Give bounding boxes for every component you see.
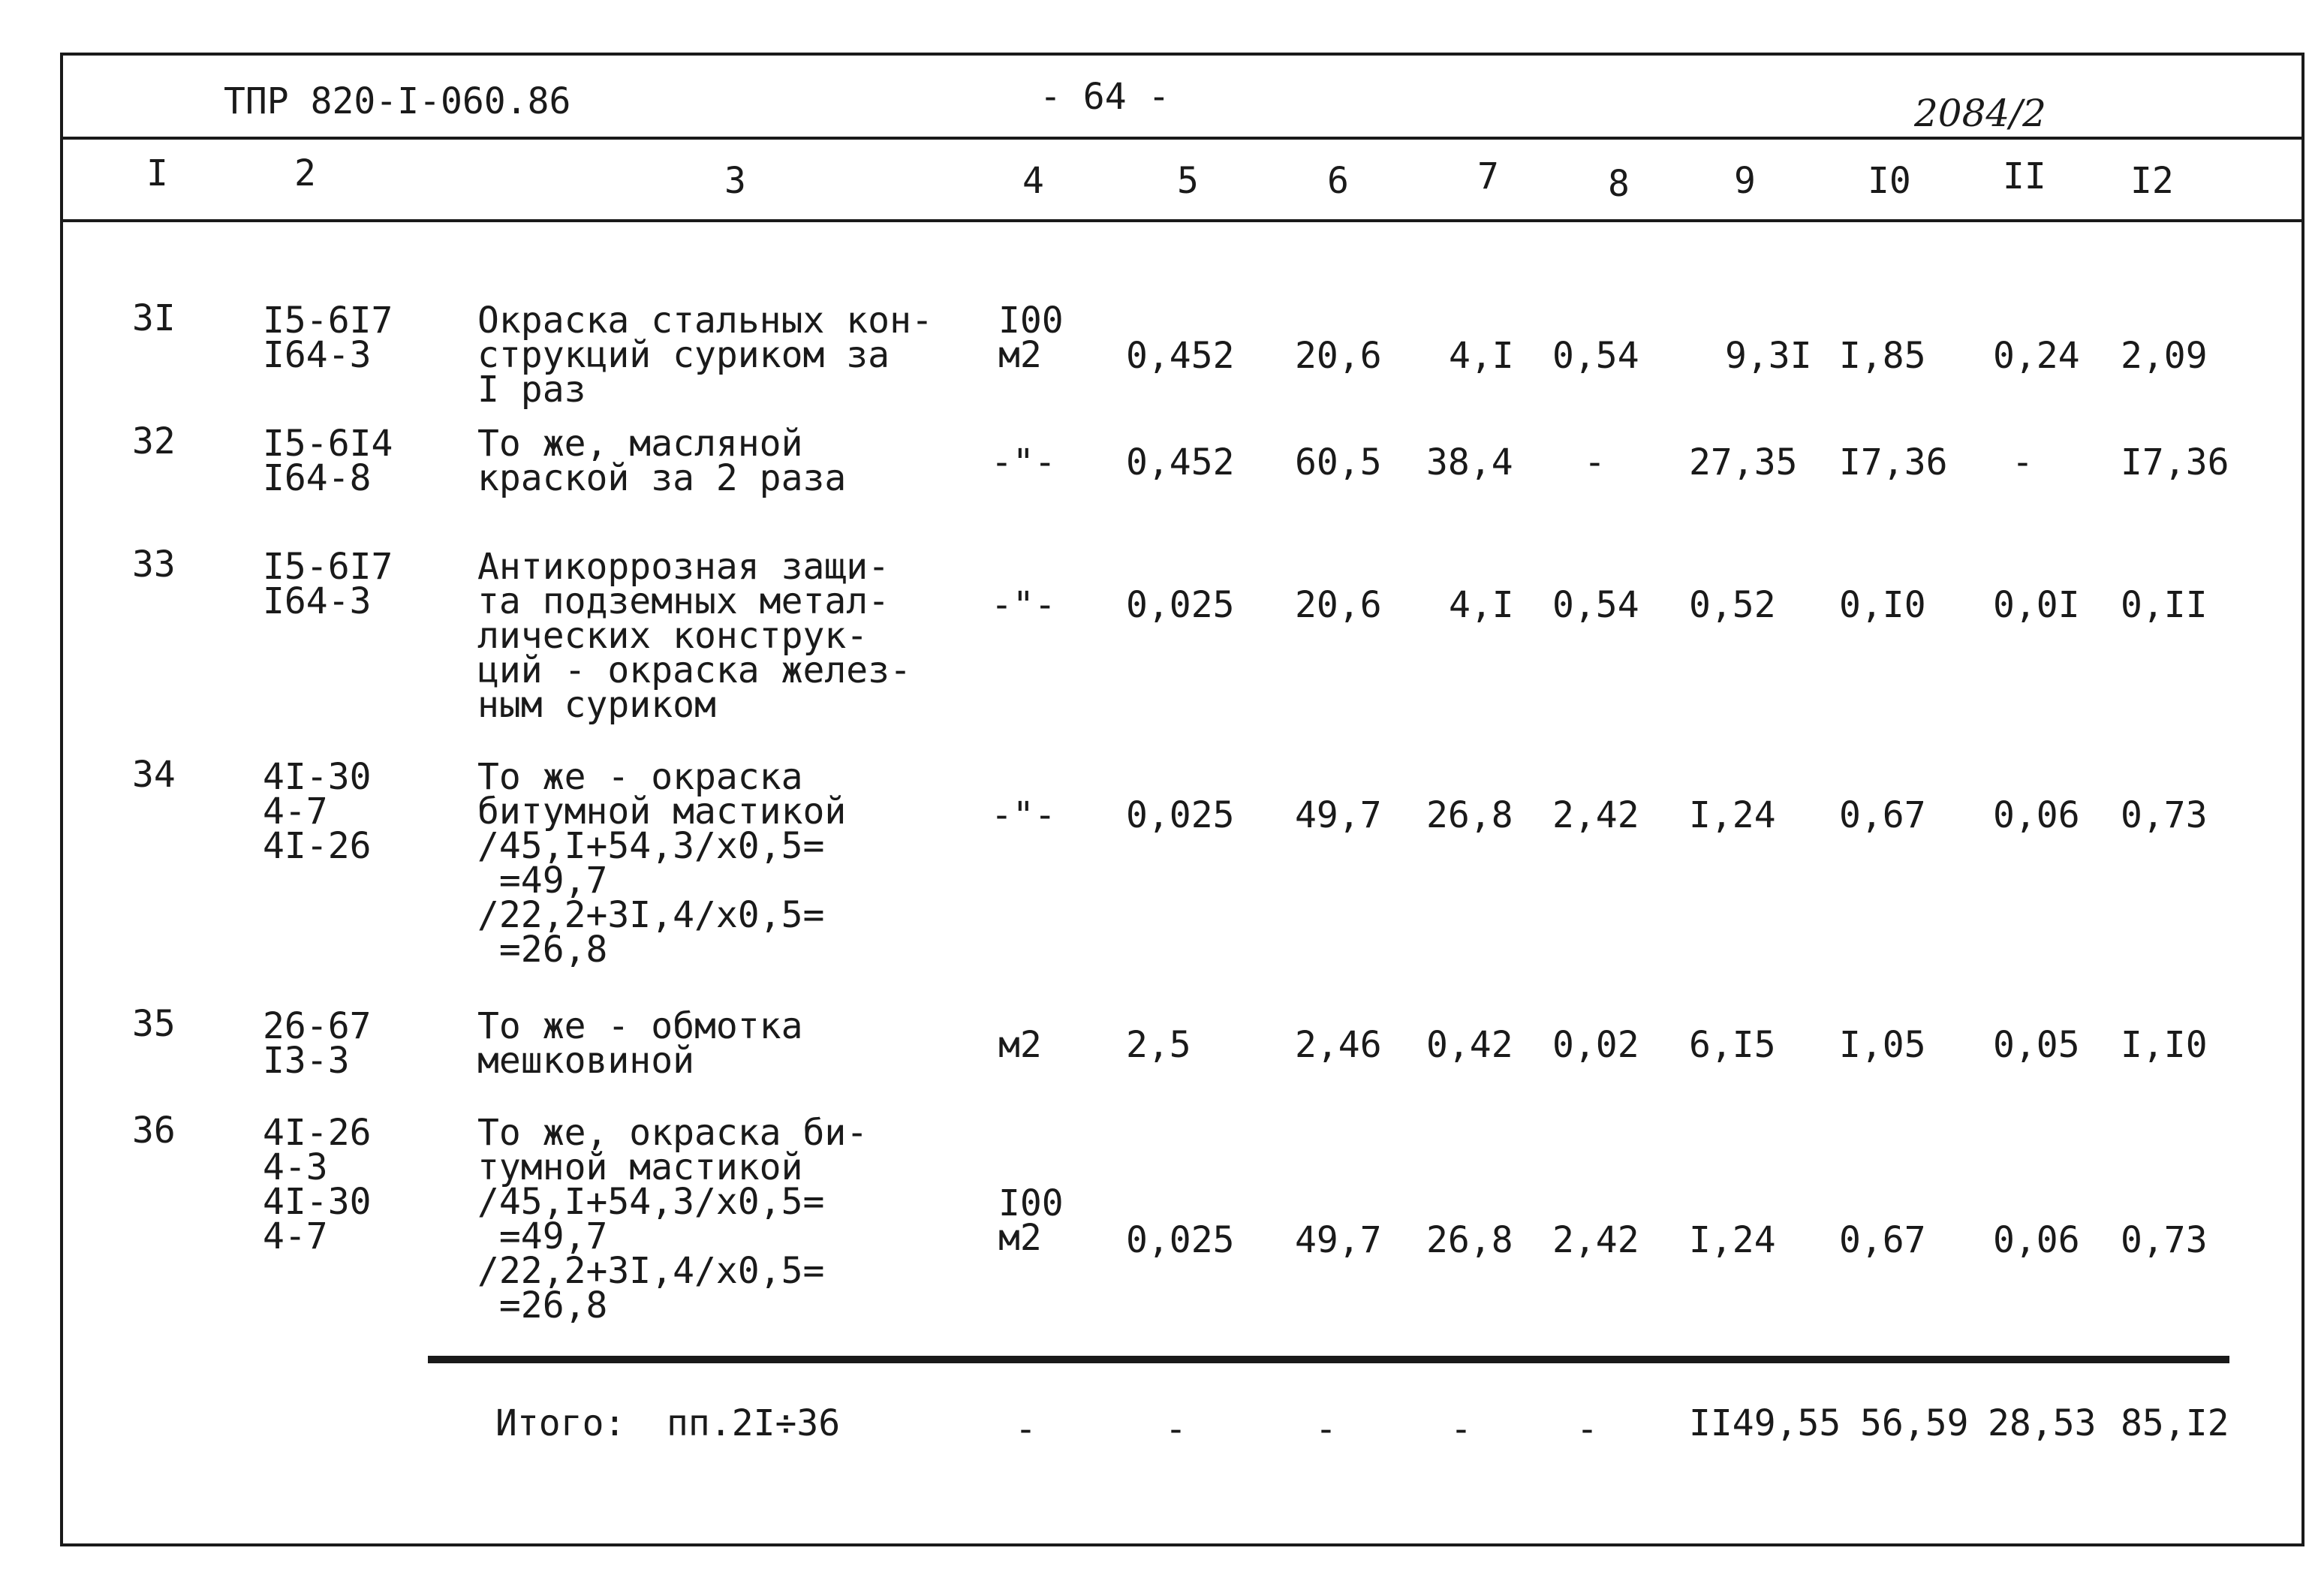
column-header: I2 [2130, 160, 2174, 202]
norm-code: I5-6I4 I64-8 [263, 423, 393, 499]
cell-col10: I,85 [1839, 335, 1926, 377]
cell-col5: 0,025 [1126, 584, 1235, 626]
cell-col10: 0,I0 [1839, 584, 1926, 626]
column-header: 4 [1022, 160, 1044, 202]
cell-col11: 0,06 [1993, 1219, 2080, 1261]
row-number: 36 [132, 1110, 176, 1152]
cell-col9: I,24 [1689, 1219, 1776, 1261]
cell-col10: 0,67 [1839, 1219, 1926, 1261]
unit: I00 м2 [998, 300, 1064, 376]
row-number: 34 [132, 754, 176, 796]
row-number: 33 [132, 544, 176, 586]
cell-col11: - [2012, 441, 2034, 483]
work-description: Антикоррозная защи- та подземных метал- лических конструк- ций - окраска желез- ным суриком [477, 546, 911, 726]
total-col11: 28,53 [1988, 1402, 2097, 1444]
cell-col8: 2,42 [1552, 1219, 1639, 1261]
cell-col5: 0,452 [1126, 441, 1235, 483]
cell-col6: 49,7 [1295, 794, 1382, 836]
cell-col6: 2,46 [1295, 1024, 1382, 1066]
column-header: II [2003, 155, 2046, 197]
cell-col9: 27,35 [1689, 441, 1798, 483]
cell-col12: 0,II [2121, 584, 2208, 626]
work-description: Окраска стальных кон- струкций суриком за I раз [477, 300, 933, 411]
total-col10: 56,59 [1860, 1402, 1969, 1444]
unit: м2 [998, 1024, 1042, 1066]
cell-col8: 0,54 [1552, 584, 1639, 626]
column-header: 7 [1477, 155, 1499, 197]
norm-code: I5-6I7 I64-3 [263, 300, 393, 376]
column-header: 5 [1177, 160, 1199, 202]
cell-col8: 2,42 [1552, 794, 1639, 836]
work-description: То же, масляной краской за 2 раза [477, 423, 847, 499]
column-header: 9 [1734, 160, 1756, 202]
total-col5: - [1165, 1408, 1187, 1450]
total-col12: 85,I2 [2121, 1402, 2229, 1444]
cell-col9: 6,I5 [1689, 1024, 1776, 1066]
unit: I00 м2 [998, 1182, 1064, 1259]
column-header: I0 [1868, 160, 1911, 202]
column-header: 2 [294, 152, 316, 194]
column-header: 8 [1608, 163, 1630, 205]
handwritten-note: 2084/2 [1914, 92, 2046, 135]
cell-col7: 26,8 [1426, 1219, 1513, 1261]
total-range: пп.2I÷36 [667, 1402, 841, 1444]
cell-col12: 0,73 [2121, 794, 2208, 836]
header-divider [60, 137, 2304, 140]
column-header: I [146, 152, 168, 194]
cell-col7: 38,4 [1426, 441, 1513, 483]
cell-col6: 20,6 [1295, 335, 1382, 377]
unit: -"- [991, 441, 1056, 483]
cell-col7: 26,8 [1426, 794, 1513, 836]
cell-col10: I7,36 [1839, 441, 1948, 483]
page-number: - 64 - [1040, 76, 1170, 118]
cell-col12: I7,36 [2121, 441, 2229, 483]
cell-col8: 0,54 [1552, 335, 1639, 377]
work-description: То же, окраска би- тумной мастикой /45,I+54,3/х0,5= =49,7 /22,2+3I,4/х0,5= =26,8 [477, 1112, 869, 1326]
row-number: 32 [132, 420, 176, 462]
cell-col12: 2,09 [2121, 335, 2208, 377]
norm-code: 4I-30 4-7 4I-26 [263, 756, 372, 867]
cell-col12: 0,73 [2121, 1219, 2208, 1261]
cell-col6: 60,5 [1295, 441, 1382, 483]
total-col8: - [1576, 1408, 1598, 1450]
total-label: Итого: [495, 1402, 626, 1444]
norm-code: 4I-26 4-3 4I-30 4-7 [263, 1112, 372, 1257]
cell-col11: 0,24 [1993, 335, 2080, 377]
total-col4: - [1015, 1408, 1037, 1450]
norm-code: 26-67 I3-3 [263, 1005, 372, 1082]
row-number: 35 [132, 1003, 176, 1045]
norm-code: I5-6I7 I64-3 [263, 546, 393, 622]
cell-col9: 9,3I [1725, 335, 1812, 377]
work-description: То же - обмотка мешковиной [477, 1005, 803, 1082]
column-header: 3 [724, 160, 746, 202]
cell-col8: - [1584, 441, 1606, 483]
total-rule [428, 1356, 2229, 1363]
total-col6: - [1315, 1408, 1337, 1450]
cell-col11: 0,05 [1993, 1024, 2080, 1066]
work-description: То же - окраска битумной мастикой /45,I+54,3/х0,5= =49,7 /22,2+3I,4/х0,5= =26,8 [477, 756, 847, 971]
cell-col5: 0,452 [1126, 335, 1235, 377]
unit: -"- [991, 584, 1056, 626]
unit: -"- [991, 794, 1056, 836]
cell-col9: I,24 [1689, 794, 1776, 836]
cell-col5: 2,5 [1126, 1024, 1191, 1066]
cell-col11: 0,0I [1993, 584, 2080, 626]
column-header-divider [60, 219, 2304, 222]
cell-col10: 0,67 [1839, 794, 1926, 836]
cell-col5: 0,025 [1126, 794, 1235, 836]
cell-col10: I,05 [1839, 1024, 1926, 1066]
total-col7: - [1450, 1408, 1472, 1450]
cell-col9: 0,52 [1689, 584, 1776, 626]
total-col9: II49,55 [1689, 1402, 1841, 1444]
column-header: 6 [1327, 160, 1349, 202]
cell-col6: 20,6 [1295, 584, 1382, 626]
row-number: 3I [132, 297, 176, 339]
cell-col11: 0,06 [1993, 794, 2080, 836]
cell-col12: I,I0 [2121, 1024, 2208, 1066]
doc-code: ТПР 820-I-060.86 [224, 80, 571, 122]
cell-col7: 0,42 [1426, 1024, 1513, 1066]
cell-col8: 0,02 [1552, 1024, 1639, 1066]
cell-col5: 0,025 [1126, 1219, 1235, 1261]
cell-col7: 4,I [1449, 584, 1514, 626]
cell-col6: 49,7 [1295, 1219, 1382, 1261]
cell-col7: 4,I [1449, 335, 1514, 377]
